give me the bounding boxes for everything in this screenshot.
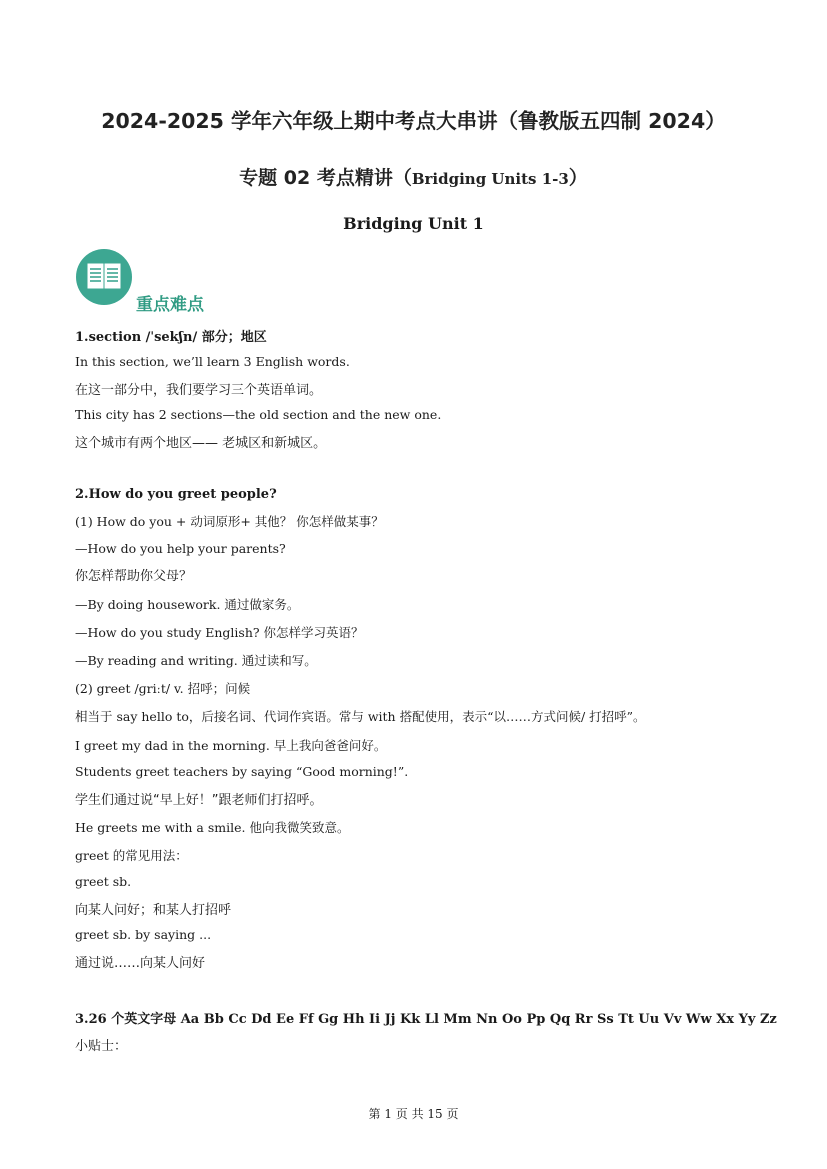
usage-heading: greet 的常见用法： (75, 848, 188, 863)
vocab-line: (2) greet /ɡriːt/ v. 招呼；问候 (75, 681, 251, 696)
example-sentence: This city has 2 sections—the old section and the new one. (75, 407, 442, 422)
example-sentence: In this section, we’ll learn 3 English words. (75, 354, 350, 369)
usage-translation: 通过说……向某人问好 (75, 956, 206, 971)
example-sentence: He greets me with a smile. 他向我微笑致意。 (75, 820, 350, 835)
subtitle-zh: 专题 02 考点精讲（ (239, 167, 412, 189)
dialogue-line: —By doing housework. 通过做家务。 (75, 597, 300, 612)
badge-label: 重点难点 (136, 295, 204, 315)
document-title: 2024-2025 学年六年级上期中考点大串讲（鲁教版五四制 2024） (101, 109, 726, 133)
pattern-line: (1) How do you + 动词原形+ 其他？ 你怎样做某事？ (75, 514, 384, 529)
usage-note: 相当于 say hello to，后接名词、代词作宾语。常与 with 搭配使用，表示“以……方式问候/ 打招呼”。 (75, 709, 646, 724)
tip-label: 小贴士： (75, 1039, 128, 1054)
dialogue-translation: 你怎样帮助你父母？ (75, 569, 193, 584)
subtitle-en: Bridging Units 1-3 (411, 170, 569, 188)
example-translation: 在这一部分中，我们要学习三个英语单词。 (75, 383, 323, 398)
dialogue-line: —By reading and writing. 通过读和写。 (75, 653, 317, 668)
book-icon (87, 263, 121, 289)
entry-heading-greet: 2.How do you greet people? (75, 487, 277, 502)
usage-translation: 向某人问好；和某人打招呼 (75, 903, 232, 918)
section-badge (76, 249, 132, 305)
page-footer: 第 1 页 共 15 页 (368, 1107, 459, 1121)
subtitle-close: ） (568, 167, 588, 189)
dialogue-line: —How do you study English? 你怎样学习英语？ (75, 625, 364, 640)
unit-title: Bridging Unit 1 (343, 214, 484, 233)
entry-heading-alphabet: 3.26 个英文字母 Aa Bb Cc Dd Ee Ff Gg Hh Ii Jj Kk Ll Mm Nn Oo Pp Qq Rr Ss Tt Uu Vv Ww Xx Yy Zz (75, 1012, 777, 1027)
entry-heading-section: 1.section /ˈsekʃn/ 部分；地区 (75, 330, 267, 345)
usage-pattern: greet sb. by saying ... (75, 927, 212, 942)
usage-pattern: greet sb. (75, 874, 132, 889)
document-subtitle (0, 163, 827, 190)
example-sentence: I greet my dad in the morning. 早上我向爸爸问好。 (75, 738, 387, 753)
example-translation: 这个城市有两个地区—— 老城区和新城区。 (75, 436, 327, 451)
example-sentence: Students greet teachers by saying “Good morning!”. (75, 764, 409, 779)
example-translation: 学生们通过说“早上好！”跟老师们打招呼。 (75, 793, 323, 808)
dialogue-line: —How do you help your parents? (75, 541, 286, 556)
